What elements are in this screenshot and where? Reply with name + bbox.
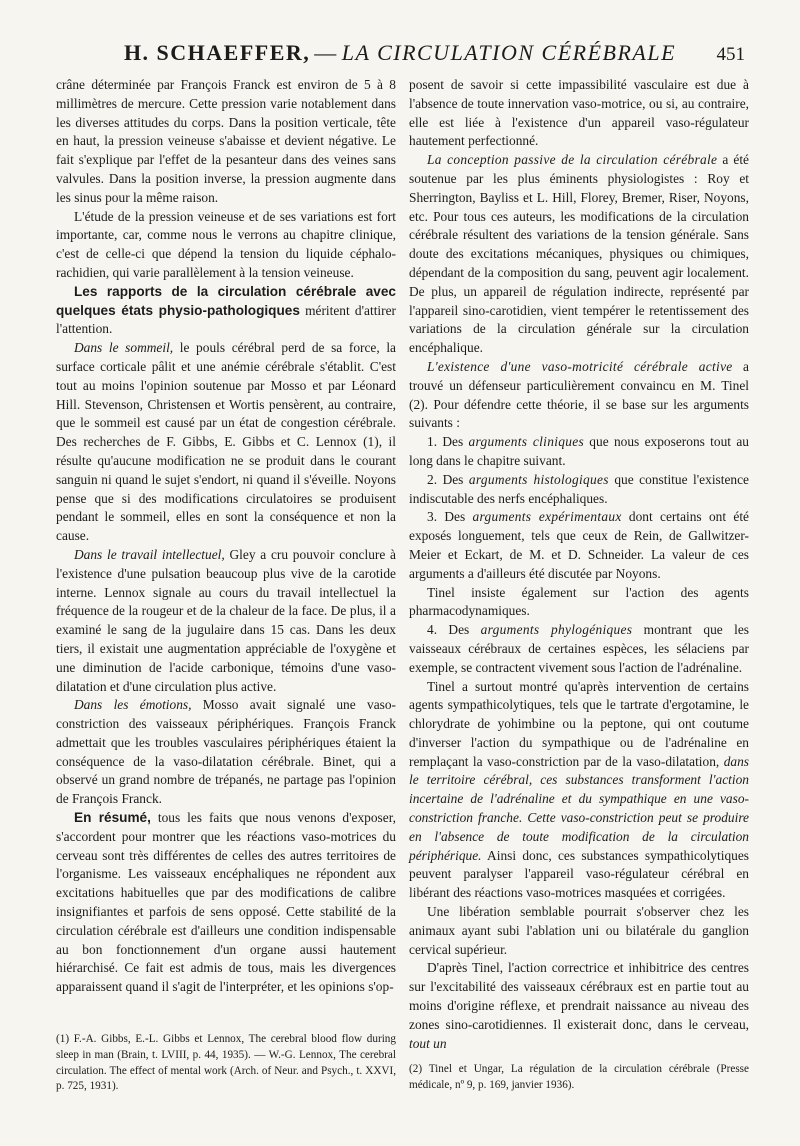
list-text: que nous exposerons tout au long dans le chapitre suivant. — [409, 434, 749, 468]
paragraph: posent de savoir si cette impassibilité vasculaire est due à l'absence de toute innervation vaso-motrice, ou si, au contraire, elle est liée à l'existence d'un appareil vaso-régulateur hautement perfectionné. — [409, 77, 749, 149]
footnote-text: t. XXVI, p. 725, 1931). — [56, 1064, 397, 1093]
running-header — [55, 40, 745, 74]
paragraph — [409, 151, 749, 358]
list-item — [409, 621, 749, 677]
italic-lead: Dans les émotions, — [74, 697, 192, 713]
paragraph-italic: tout un — [409, 1035, 447, 1051]
footnote-text: t. LVIII, p. 44, 1935). — W.-G. Lennox, The cerebral circulation. The effect of mental work ( — [56, 1048, 396, 1077]
list-italic: arguments expérimentaux — [472, 509, 622, 525]
list-marker: 4. Des — [427, 622, 481, 638]
paragraph — [56, 546, 396, 696]
paragraph: crâne déterminée par François Franck est environ de 5 à 8 millimètres de mercure. Cette pression varie notablement dans les diverses attitudes du corps. Dans la position verticale, tête en haut, la pression veineuse s'abaisse et devient négative. Le fait s'explique par l'effet de la pesanteur dans des veines sans valvules. Dans la position inverse, la pression augmente dans les sinus pour la même raison. — [56, 77, 396, 205]
paragraph — [56, 809, 396, 997]
italic-lead: La conception passive de la circulation cérébrale — [427, 152, 718, 168]
list-marker: 1. Des — [427, 434, 469, 450]
paragraph-text: a été soutenue par les plus éminents physiologistes : Roy et Sherrington, Bayliss et L. Hill, Florey, Bremer, Riser, Noyons, etc. Pour tous ces auteurs, les modifications de la circulation cérébrale résultent des variations de la tension générale. Sans doute des excitations mécaniques, physiques ou chimiques, dépendant de la composition du sang, peuvent agir localement. De plus, un appareil de régulation indirecte, représenté par l'appareil sino-carotidien, vient tempérer le retentissement des variations de la circulation générale sur la circulation encéphalique. — [409, 152, 749, 356]
header-title — [124, 40, 676, 65]
right-column — [409, 76, 749, 1053]
footnote-text: (1) F.-A. Gibbs, E.-L. Gibbs et Lennox, The cerebral blood flow during sleep in man ( — [56, 1033, 396, 1061]
list-marker: 3. Des — [427, 509, 473, 525]
italic-lead: Dans le sommeil, — [74, 340, 174, 356]
list-text: montrant que les vaisseaux cérébraux de certaines espèces, les sélaciens par exemple, se contractent vivement sous l'action de l'adrénaline. — [409, 622, 749, 675]
paragraph — [409, 678, 749, 904]
list-italic: arguments cliniques — [468, 434, 584, 450]
paragraph — [56, 283, 396, 339]
paragraph — [409, 358, 749, 433]
paragraph-text: Gley a cru pouvoir conclure à l'existence d'une pulsation beaucoup plus vive de la carotide interne. Lennox signale au cours du travail intellectuel la fréquence de la rougeur et de la chaleur de la face. De plus, il a examiné le sang de la jugulaire dans 15 cas. Dans les deux tiers, il existait une augmentation appréciable de l'oxygène et une diminution de l'acide carbonique, témoins d'une vaso-dilatation et d'une circulation plus active. — [56, 546, 396, 694]
footnote-text: (2) Tinel et Ungar, La régulation de la circulation cérébrale ( — [409, 1063, 721, 1075]
list-item — [409, 508, 749, 583]
list-item — [409, 471, 749, 509]
paragraph-text: le pouls cérébral perd de sa force, la surface corticale pâlit et une anémie cérébrale s'établit. C'est tout au moins l'opinion soutenue par Mosso et par Léonard Hill. Stevenson, Christensen et Wortis pensèrent, au contraire, que le sommeil est causé par un état de congestion cérébrale. Des recherches de F. Gibbs, E. Gibbs et C. Lennox (1), il résulte qu'aucune modification ne se produit dans le courant sanguin ni quand le sujet s'endort, ni quand il s'éveille. Noyons pense que si des modifications circulatoires se produisent pendant le sommeil, elles en sont la conséquence et non la cause. — [56, 340, 396, 544]
section-lead: En résumé, — [74, 810, 151, 826]
left-column — [56, 76, 396, 997]
list-italic: arguments histologiques — [468, 471, 609, 487]
paragraph-text: a trouvé un défenseur particulièrement convaincu en M. Tinel (2). Pour défendre cette théorie, il se base sur les arguments suivants : — [409, 358, 749, 431]
footnote-1 — [56, 1032, 396, 1095]
footnote-text: nº 9, p. 169, janvier 1936). — [452, 1078, 575, 1091]
list-marker: 2. Des — [427, 471, 469, 487]
header-title-text: LA CIRCULATION CÉRÉBRALE — [341, 40, 677, 65]
page-number: 451 — [716, 44, 745, 65]
paragraph — [409, 959, 749, 1053]
paragraph-italic: dans le territoire cérébral, ces substances transforment l'action incertaine de l'adrénaline et du sympathique en une vaso-constriction franche. Cette vaso-constriction peut se produire en l'absence de toute modification de la circulation périphérique. — [409, 753, 749, 863]
footnote-italic: Brain, — [120, 1048, 149, 1061]
paragraph-text: Tinel a surtout montré qu'après intervention de certains agents sympathicolytiques, tels que le tartrate d'ergotamine, le chlorydrate de yohimbine ou la peptone, qui ont coutume d'inverser l'action du sympathique ou de l'adrénaline en remplaçant la vaso-constriction par de la vaso-dilatation, — [409, 678, 749, 769]
paragraph-text: D'après Tinel, l'action correctrice et inhibitrice des centres sur l'excitabilité des vaisseaux cérébraux est en partie tout au moins d'origine réflexe, et prendrait naissance au niveau des zones sino-carotidiennes. Il existerait donc, dans le cerveau, — [409, 960, 749, 1032]
footnote-italic: Presse médicale, — [409, 1063, 749, 1091]
paragraph: Une libération semblable pourrait s'observer chez les animaux ayant subi l'ablation uni ou bilatérale du ganglion cervical supérieur. — [409, 904, 749, 957]
section-lead: Les rapports de la circulation cérébrale avec quelques états physio-pathologiques — [56, 283, 396, 318]
paragraph: Tinel insiste également sur l'action des agents pharmacodynamiques. — [409, 584, 749, 619]
list-text: dont certains ont été exposés longuement, tels que ceux de Rein, de Gallwitzer-Meier et Eckart, de M. et D. Schneider. La valeur de ces arguments a d'ailleurs été discutée par Noyons. — [409, 509, 749, 581]
header-separator: — — [314, 40, 338, 65]
list-text: que constitue l'existence indiscutable des nerfs encéphaliques. — [409, 471, 749, 506]
paragraph-text: méritent d'attirer l'attention. — [56, 302, 397, 337]
italic-lead: L'existence d'une vaso-motricité cérébrale active — [427, 358, 733, 374]
paragraph — [56, 339, 396, 546]
paragraph-text: Mosso avait signalé une vaso-constriction des vaisseaux périphériques. François Franck admettait que les troubles vasculaires périphériques étaient la conséquence de la vaso-dilatation cérébrale. Binet, qui a observé un grand nombre de trépanés, ne partage pas l'opinion de François Franck. — [56, 697, 397, 807]
footnote-italic: Arch. of Neur. and Psych., — [233, 1064, 354, 1077]
paragraph-text: tous les faits que nous venons d'exposer, s'accordent pour montrer que les réactions vaso-motrices du cerveau sont très différentes de celles des autres territoires de l'organisme. Les vaisseaux encéphaliques ne répondent aux excitations habituelles que par des modifications de calibre insignifiantes et parfois de sens opposé. Cette stabilité de la circulation cérébrale est d'ailleurs une condition indispensable au bon fonctionnement d'un organe aussi hautement hiérarchisé. Ce fait est admis de tous, mais les divergences apparaissent quand il s'agit de l'interpréter, et les opinions s'op- — [56, 810, 396, 995]
header-author: H. SCHAEFFER, — [123, 40, 311, 65]
list-item — [409, 433, 749, 471]
list-italic: arguments phylogéniques — [480, 622, 633, 638]
paragraph: L'étude de la pression veineuse et de ses variations est fort importante, car, comme nous le verrons au chapitre clinique, c'est de celle-ci que dépend la tension du liquide céphalo-rachidien, qui varie parallèlement à la tension veineuse. — [56, 208, 396, 280]
paragraph — [56, 696, 396, 809]
paragraph-text: Ainsi donc, ces substances sympathicolytiques peuvent paralyser l'appareil vaso-régulateur cérébral en libérant des réactions vaso-motrices masquées et corrigées. — [409, 847, 749, 901]
italic-lead: Dans le travail intellectuel, — [74, 546, 225, 562]
footnote-2 — [409, 1062, 749, 1094]
